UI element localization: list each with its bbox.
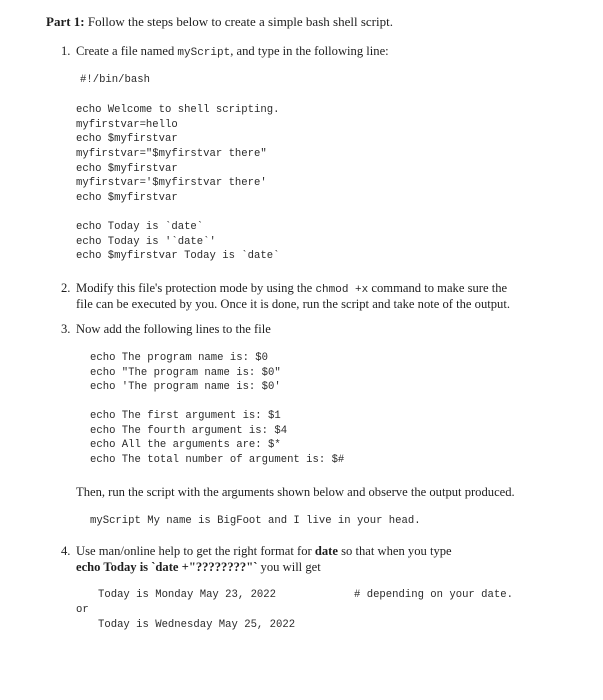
code-line: echo $myfirstvar Today is `date` <box>76 250 280 263</box>
chmod-command: chmod +x <box>315 284 369 296</box>
part-instructions: Follow the steps below to create a simple bash shell script. <box>84 14 393 29</box>
step-4-text-before: Use man/online help to get the right format for <box>76 544 315 558</box>
code-line: echo "The program name is: $0" <box>90 366 281 379</box>
shebang-line: #!/bin/bash <box>80 74 150 86</box>
or-text: or <box>76 604 89 616</box>
step-3-text: Now add the following lines to the file <box>76 322 271 336</box>
run-command: myScript My name is BigFoot and I live in your head. <box>90 515 421 527</box>
step-1-text-before: Create a file named <box>76 44 178 58</box>
code-block-step3-b <box>90 409 344 468</box>
code-block-step1-a <box>76 103 279 206</box>
code-line: echo Today is '`date`' <box>76 235 216 248</box>
date-keyword: date <box>314 544 338 558</box>
example-output-1: Today is Monday May 23, 2022 <box>98 589 277 601</box>
step-2-text-before: Modify this file's protection mode by using the <box>76 281 316 295</box>
code-block-step3-a <box>90 351 281 395</box>
step-2-number: 2. <box>61 281 71 295</box>
step-4-text-after: so that when you type <box>337 544 452 558</box>
code-line: myfirstvar="$myfirstvar there" <box>76 148 267 161</box>
code-line: echo 'The program name is: $0' <box>90 381 281 394</box>
step-3-number: 3. <box>61 322 71 336</box>
step-3-then-text: Then, run the script with the arguments shown below and observe the output produced. <box>76 485 515 499</box>
example-output-2: Today is Wednesday May 25, 2022 <box>98 619 296 631</box>
step-4-line-2 <box>76 559 321 575</box>
code-line: myfirstvar='$myfirstvar there' <box>76 177 267 190</box>
part-heading <box>46 14 393 30</box>
code-line: echo The first argument is: $1 <box>90 410 281 422</box>
date-comment: # depending on your date. <box>354 589 513 601</box>
code-line: echo $myfirstvar <box>76 162 178 175</box>
code-line: echo Today is `date` <box>76 221 204 233</box>
step-1-number: 1. <box>61 44 71 58</box>
step-4-line-2-after: you will get <box>257 560 321 574</box>
step-1-text-after: , and type in the following line: <box>230 44 389 58</box>
code-line: echo $myfirstvar <box>76 192 178 205</box>
code-line: echo Welcome to shell scripting. <box>76 104 280 116</box>
code-line: echo The fourth argument is: $4 <box>90 424 288 437</box>
step-4-number: 4. <box>61 544 71 558</box>
step-2-line-2: file can be executed by you. Once it is done, run the script and take note of the output. <box>76 297 510 311</box>
step-2-text-after: command to make sure the <box>368 281 508 295</box>
step-4-line-1 <box>76 543 452 559</box>
code-line: echo $myfirstvar <box>76 133 178 146</box>
code-line: echo The total number of argument is: $# <box>90 454 345 467</box>
code-line: myfirstvar=hello <box>76 118 178 131</box>
part-label: Part 1: <box>46 14 85 29</box>
code-line: echo The program name is: $0 <box>90 352 269 364</box>
code-block-step1-b <box>76 220 279 264</box>
code-line: echo All the arguments are: $* <box>90 439 281 452</box>
echo-date-command: echo Today is `date +"????????"` <box>76 560 258 574</box>
step-1-text <box>76 43 389 61</box>
filename: myScript <box>177 47 231 59</box>
